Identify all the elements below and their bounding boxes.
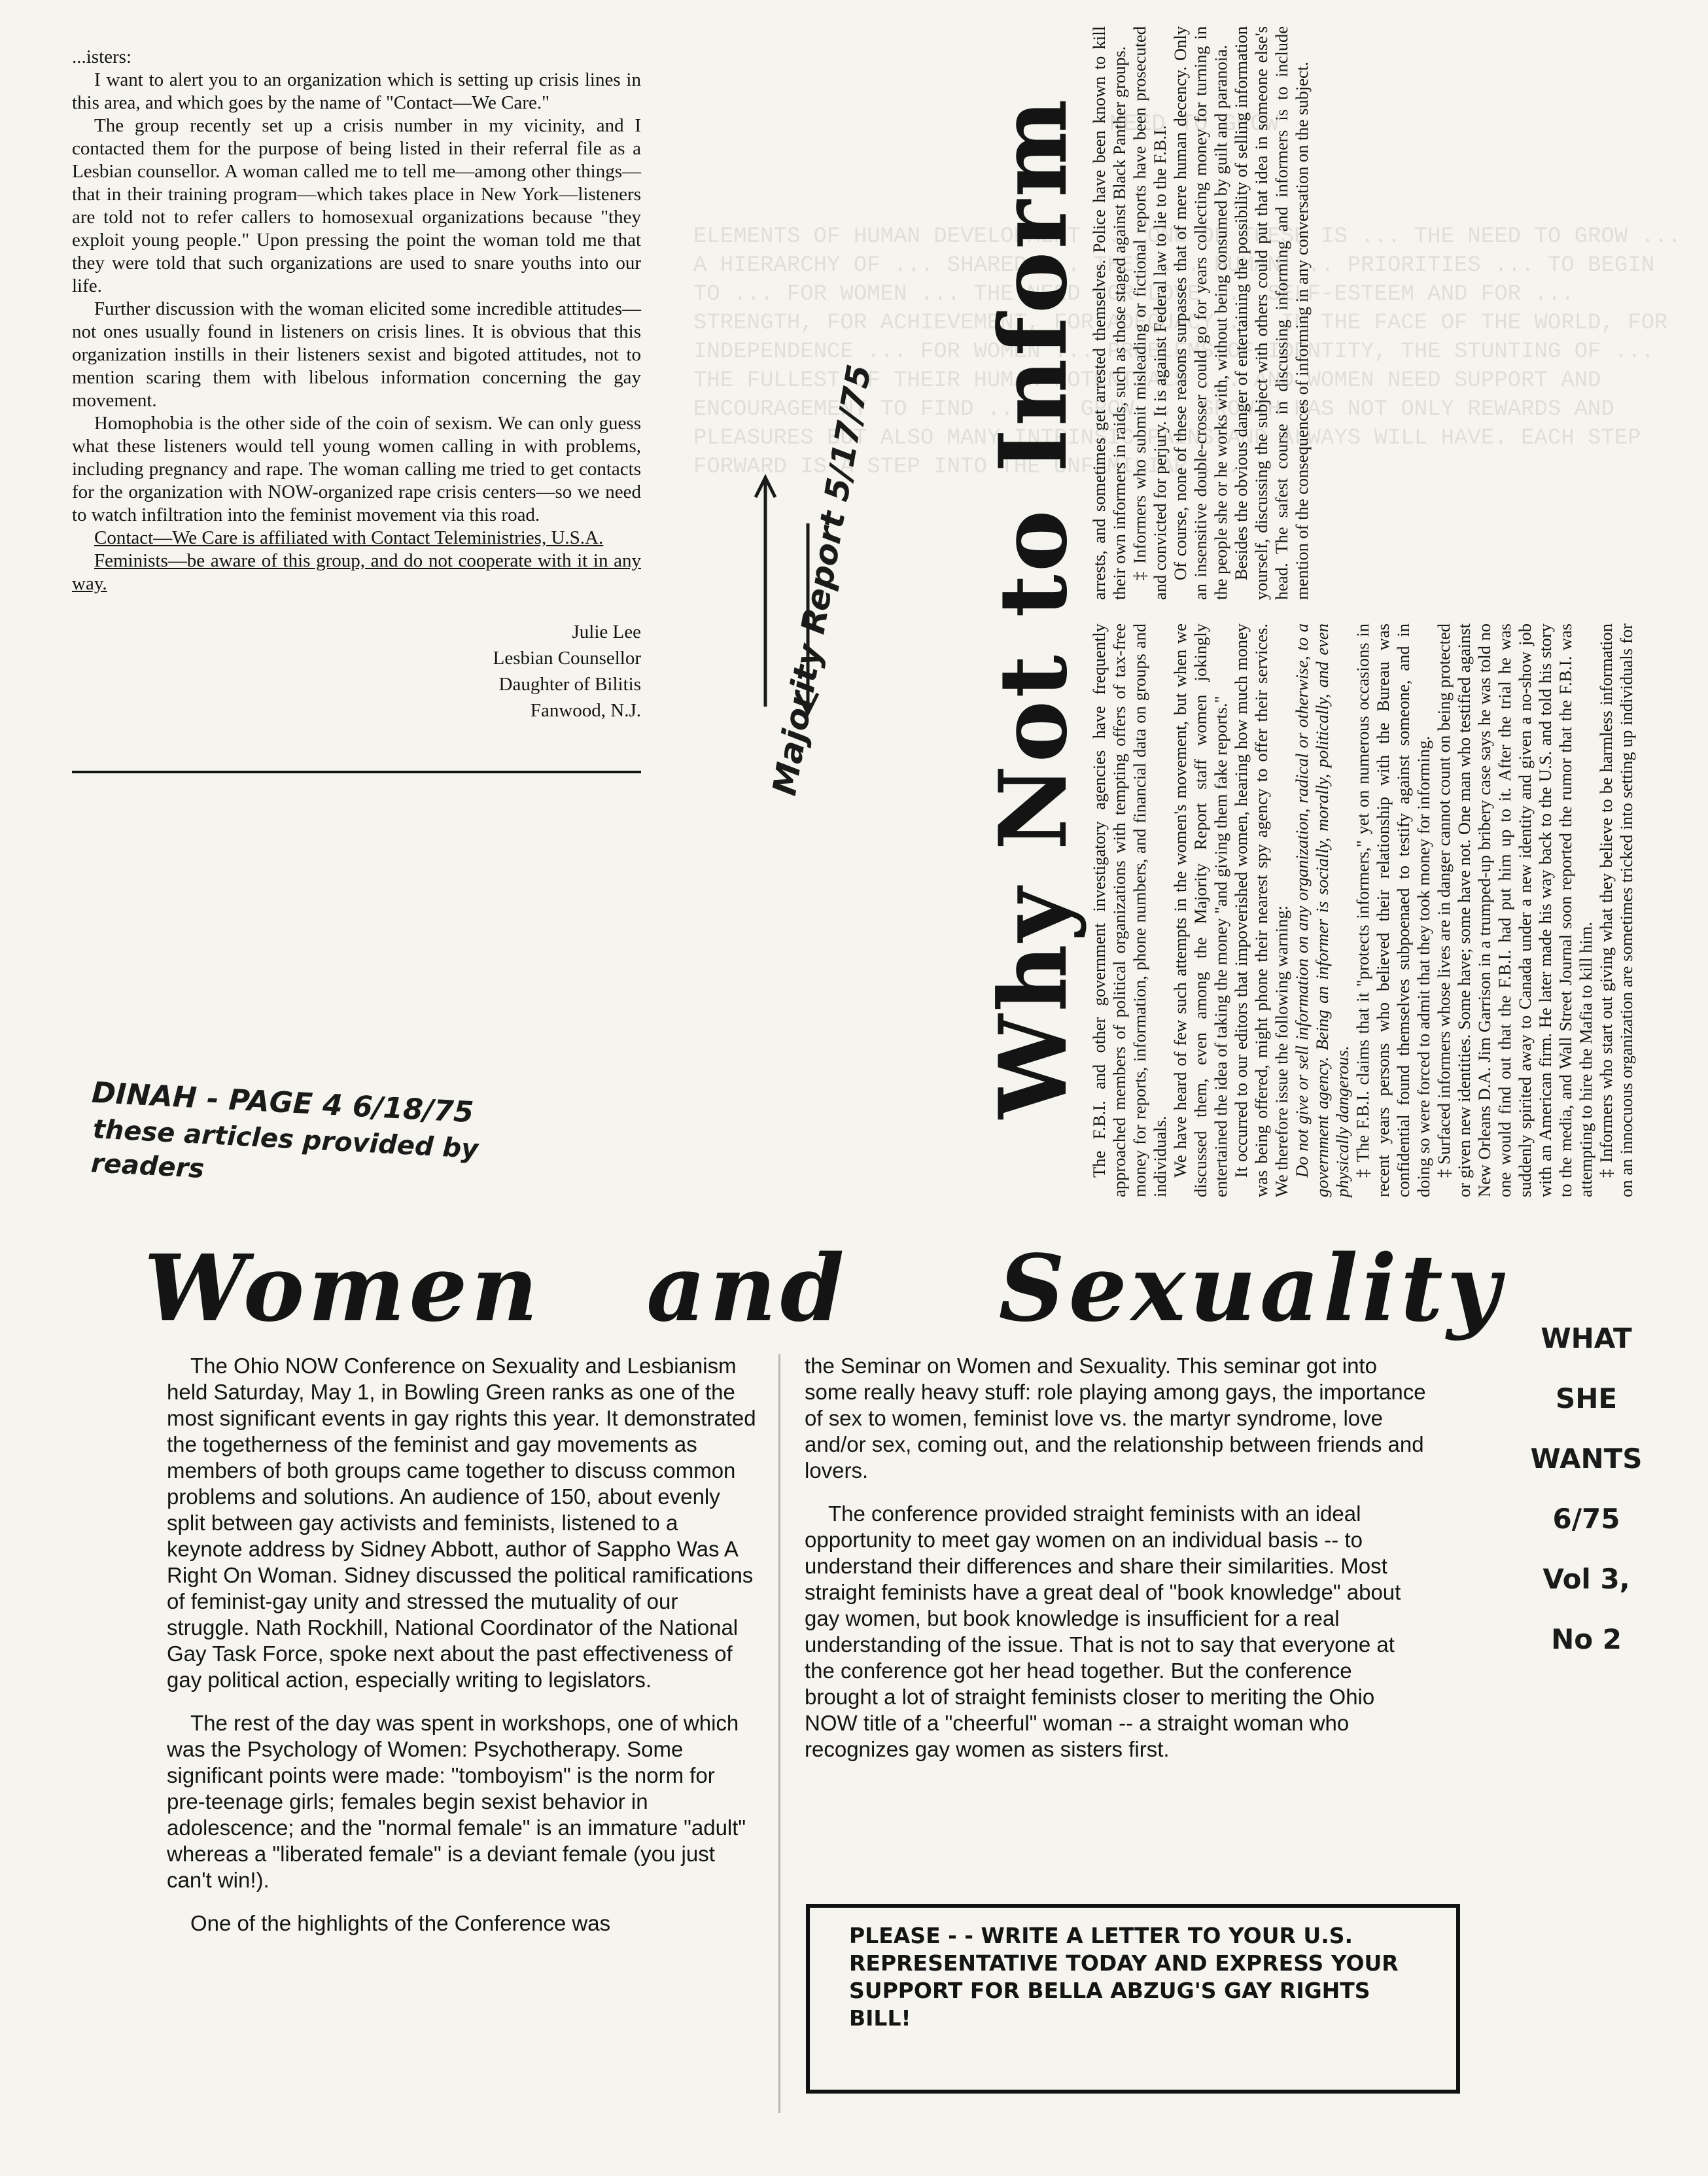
article-warning: Do not give or sell information on any organization, radical or otherwise, to a government agency. Being an informer is socially, morally, politically, and even physically dangerous. bbox=[1292, 623, 1352, 1197]
handwritten-dinah-note: DINAH - PAGE 4 6/18/75 bbox=[91, 1076, 475, 1130]
hw-line: WHAT bbox=[1541, 1322, 1632, 1354]
show-through-body: ELEMENTS OF HUMAN DEVELOPMENT ... ONE OF THESE IS ... THE NEED TO GROW ... A HIERARCHY OF ... SHARED ... THEY ... HUMAN ... PRIORITIES ... TO BEGIN TO ... FOR WOMEN ... THE NEED FOR LOVE ... SELF-ESTEEM AND FOR ... STRENGTH, FOR ACHIEVEMENT, FOR ADEQUACY ... IN THE FACE OF THE WORLD, FOR INDEPENDENCE ... FOR WOMEN ... PROBLEMS OF IDENTITY, THE STUNTING OF ... THE FULLEST OF THEIR HUMAN POTENTIALS ... AND WOMEN NEED SUPPORT AND ENCOURAGEMENT TO FIND ... TO GROW ... GROWTH HAS NOT ONLY REWARDS AND PLEASURES BUT ALSO MANY INTRINSIC PAINS AND ALWAYS WILL HAVE. EACH STEP FORWARD IS A STEP INTO THE UNFAMILIAR ... bbox=[693, 224, 1694, 480]
handwritten-provided-note: these articles provided by readers bbox=[90, 1114, 479, 1185]
pen-underline bbox=[72, 771, 641, 773]
hw-line: Vol 3, bbox=[1542, 1563, 1630, 1595]
letter-paragraph: The group recently set up a crisis number in my vicinity, and I contacted them for the purpose of being listed in their referral file as a Lesbian counsellor. A woman called me to tell me—among other things—that in their training program—which takes place in New York—listeners are told not to refer callers to homosexual organizations because "they exploit young people." Upon pressing the point the woman told me that they were told that such organizations are used to snare youths into our life. bbox=[72, 115, 641, 296]
show-through-heading: NEED TO GROW bbox=[1109, 111, 1279, 137]
letter-paragraph: Homophobia is the other side of the coin of sexism. We can only guess what these listeners would tell young women calling in with problems, including pregnancy and rape. The woman calling me tried to get contacts for the organization with NOW-organized rape crisis centers—so we need to watch infiltration into the feminist movement via this road. bbox=[72, 413, 641, 525]
article-paragraph: Of course, none of these reasons surpasses that of mere human decency. Only an insensitive double-crosser could go for years collecting money for turning in the people she or he works with, without being consumed by guilt and paranoia. bbox=[1170, 26, 1230, 600]
article-paragraph: It occurred to our editors that impoverished women, hearing how much money was being offered, might phone their nearest spy agency to offer their services. We therefore issue the following warning: bbox=[1231, 623, 1291, 1197]
article-title: Why Not to Inform bbox=[979, 96, 1088, 1119]
hw-line: 6/75 bbox=[1552, 1503, 1620, 1535]
letter-to-editor bbox=[72, 46, 641, 724]
arrow-icon bbox=[752, 471, 831, 720]
signature-name: Julie Lee bbox=[572, 622, 641, 642]
signature-role: Lesbian Counsellor bbox=[493, 648, 641, 669]
article-paragraph: ‡ Informers who start out giving what they believe to be harmless information on an innocuous organization are sometimes tricked into setting up individuals for arrests, and sometimes get arrested themselves. Police have been known to kill their own informers in raids, such as those staged against Black Panther groups. bbox=[1089, 26, 1636, 1197]
article-paragraph: The F.B.I. and other government investigatory agencies have frequently approached members of political organizations with tempting offers of tax-free money for reports, information, phone numbers, and financial data on groups and individuals. bbox=[1089, 623, 1170, 1197]
hw-line: No 2 bbox=[1551, 1623, 1622, 1655]
article-paragraph: ‡ The F.B.I. claims that it "protects informers," yet on numerous occasions in recent years persons who believed their relationship with the Bureau was confidential found themselves subpoenaed to testify against someone, and in doing so were forced to admit that they took money for informing. bbox=[1353, 623, 1433, 1197]
article-paragraph: Besides the obvious danger of entertaining the possibility of selling information yourself, discussing the subject with others could put that idea in someone else's head. The safest course in discussing informing and informers is to include mention of the consequences of informing in any conversation on the subject. bbox=[1231, 26, 1312, 600]
title-word: Sexuality bbox=[998, 1235, 1505, 1342]
signature-org: Daughter of Bilitis bbox=[498, 674, 641, 695]
letter-salutation: ...isters: bbox=[72, 46, 132, 67]
letter-paragraph: I want to alert you to an organization which is setting up crisis lines in this area, and which goes by the name of "Contact—We Care." bbox=[72, 69, 641, 113]
sexuality-paragraph: the Seminar on Women and Sexuality. This seminar got into some really heavy stuff: role playing among gays, the importance of sex to women, feminist love vs. the martyr syndrome, love and/or sex, coming out, and the relationship between friends and lovers. bbox=[805, 1354, 1426, 1483]
sexuality-right-column bbox=[805, 1353, 1426, 1780]
handwritten-majority-report: Majority Report 5/17/75 bbox=[765, 361, 879, 799]
sexuality-paragraph: The Ohio NOW Conference on Sexuality and Lesbianism held Saturday, May 1, in Bowling Green ranks as one of the most significant events in gay rights this year. It demonstrated the togetherness of the feminist and gay movements as members of both groups came together to discuss common problems and solutions. An audience of 150, about evenly split between gay activists and feminists, listened to a keynote address by Sidney Abbott, author of Sappho Was A Right On Woman. Sidney discussed the political ramifications of feminist-gay unity and stressed the mutuality of our struggle. Nath Rockhill, National Coordinator of the National Gay Task Force, spoke next about the past effectiveness of gay political action, especially writing to legislators. bbox=[167, 1354, 756, 1692]
article-body bbox=[1089, 26, 1639, 1197]
sexuality-paragraph: The rest of the day was spent in workshops, one of which was the Psychology of Women: Psychotherapy. Some significant points were made: "tomboyism" is the norm for pre-teenage girls; females begin sexist behavior in adolescence; and the "normal female" is an immature "adult" whereas a "liberated female" is a deviant female (you just can't win!). bbox=[167, 1711, 746, 1892]
signature-place: Fanwood, N.J. bbox=[530, 700, 641, 721]
gay-rights-bill-notice: PLEASE - - WRITE A LETTER TO YOUR U.S. REPRESENTATIVE TODAY AND EXPRESS YOUR SUPPORT FOR BELLA ABZUG'S GAY RIGHTS BILL! bbox=[806, 1904, 1460, 2094]
women-and-sexuality-title bbox=[144, 1235, 1505, 1342]
letter-signature bbox=[72, 619, 641, 724]
sexuality-left-column bbox=[167, 1353, 759, 1954]
letter-affiliation: Contact—We Care is affiliated with Contact Teleministries, U.S.A. bbox=[94, 527, 604, 548]
handwritten-what-she-wants bbox=[1488, 1308, 1684, 1670]
hw-line: WANTS bbox=[1530, 1443, 1643, 1475]
why-not-to-inform-article bbox=[979, 26, 1645, 1197]
hw-line: SHE bbox=[1555, 1382, 1618, 1414]
article-paragraph: ‡ Informers who submit misleading or fictional reports have been prosecuted and convicted for perjury. It is against Federal law to lie to the F.B.I. bbox=[1130, 26, 1170, 600]
article-paragraph: We have heard of few such attempts in the women's movement, but when we discussed them, even among the Majority Report staff women jokingly entertained the idea of taking the money "and giving them fake reports." bbox=[1170, 623, 1230, 1197]
sexuality-paragraph: The conference provided straight feminists with an ideal opportunity to meet gay women on an individual basis -- to understand their differences and share their similarities. Most straight feminists have a great deal of "book knowledge" about gay women, but book knowledge is insufficient for a real understanding of the issue. That is not to say that everyone at the conference got her head together. But the conference brought a lot of straight feminists closer to meriting the Ohio NOW title of a "cheerful" woman -- a straight woman who recognizes gay women as sisters first. bbox=[805, 1501, 1401, 1761]
letter-warning: Feminists—be aware of this group, and do not cooperate with it in any way. bbox=[72, 550, 641, 594]
title-word: and bbox=[646, 1235, 848, 1342]
sexuality-paragraph: One of the highlights of the Conference was bbox=[190, 1911, 611, 1935]
letter-paragraph: Further discussion with the woman elicited some incredible attitudes—not ones usually found in listeners on crisis lines. It is obvious that this organization instills in their listeners sexist and bigoted attitudes, not to mention scaring them with libelous information concerning the gay movement. bbox=[72, 298, 641, 411]
article-paragraph: ‡ Surfaced informers whose lives are in danger cannot count on being protected or given new identities. Some have; some have not. One man who testified against New Orleans D.A. Jim Garrison in a trumped-up bribery case says he was told no one would find out that the F.B.I. had put him up to it. After the trial he was suddenly spirited away to Canada under a new identity and given a no-show job with an American firm. He later made his way back to the U.S. and told his story to the media, and Wall Street Journal soon reported the rumor that the F.B.I. was attempting to hire the Mafia to kill him. bbox=[1434, 623, 1595, 1197]
column-divider bbox=[778, 1354, 780, 2113]
title-word: Women bbox=[144, 1235, 542, 1342]
